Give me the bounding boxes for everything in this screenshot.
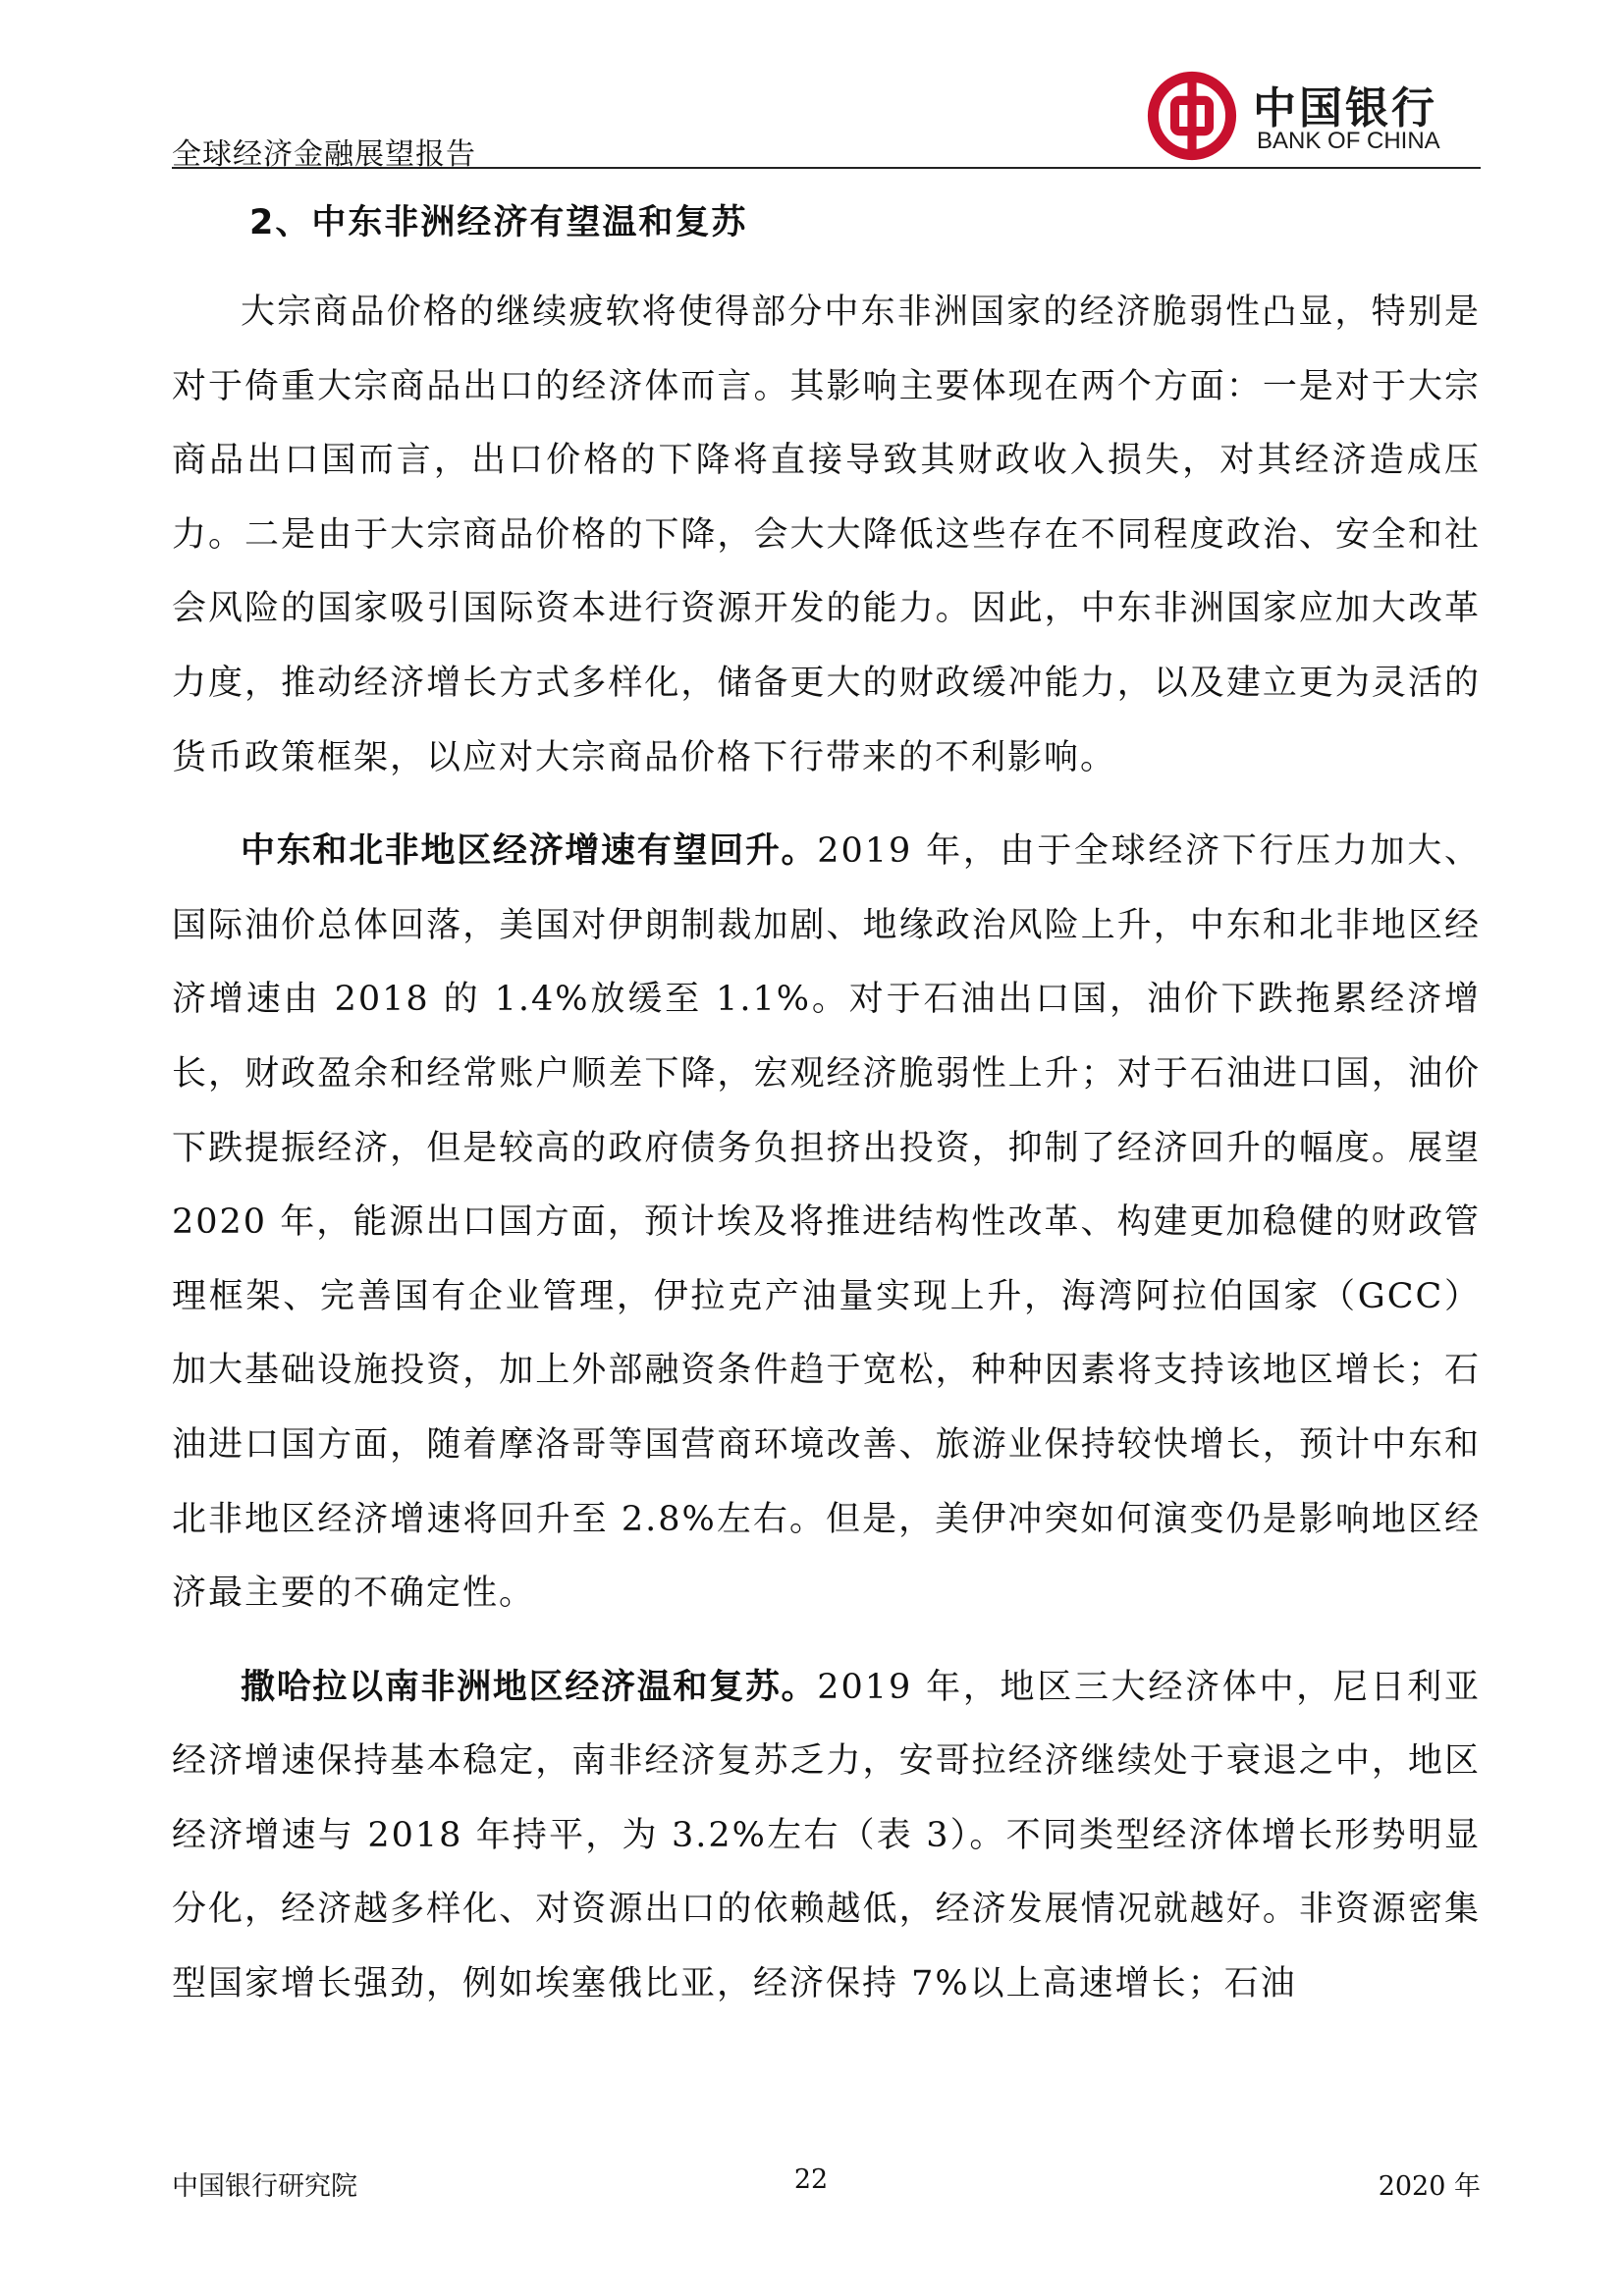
mena-lead: 中东和北非地区经济增速有望回升。	[241, 831, 818, 872]
ssa-paragraph	[172, 1651, 1481, 2022]
footer-year: 2020 年	[1378, 2171, 1481, 2202]
mena-paragraph	[172, 815, 1481, 1631]
logo-chinese-name: 中国银行	[1253, 83, 1437, 133]
section-heading: 2、中东非洲经济有望温和复苏	[249, 203, 748, 242]
bank-of-china-emblem-icon	[1147, 71, 1237, 161]
mena-body: 2019 年，由于全球经济下行压力加大、国际油价总体回落，美国对伊朗制裁加剧、地缘政治风险上升，中东和北非地区经济增速由 2018 的 1.4%放缓至 1.1%。对于石油出口国，油价下跌拖累经济增长，财政盈余和经常账户顺差下降，宏观经济脆弱性上升；对于石油进口国，油价下跌提振经济，但是较高的政府债务负担挤出投资，抑制了经济回升的幅度。展望 2020 年，能源出口国方面，预计埃及将推进结构性改革、构建更加稳健的财政管理框架、完善国有企业管理，伊拉克产油量实现上升，海湾阿拉伯国家（GCC）加大基础设施投资，加上外部融资条件趋于宽松，种种因素将支持该地区增长；石油进口国方面，随着摩洛哥等国营商环境改善、旅游业保持较快增长，预计中东和北非地区经济增速将回升至 2.8%左右。但是，美伊冲突如何演变仍是影响地区经济最主要的不确定性。	[172, 831, 1481, 1614]
header-divider	[172, 167, 1481, 169]
ssa-body: 2019 年，地区三大经济体中，尼日利亚经济增速保持基本稳定，南非经济复苏乏力，安哥拉经济继续处于衰退之中，地区经济增速与 2018 年持平，为 3.2%左右（表 3）。不同类型经济体增长形势明显分化，经济越多样化、对资源出口的依赖越低，经济发展情况就越好。非资源密集型国家增长强劲，例如埃塞俄比亚，经济保持 7%以上高速增长；石油	[172, 1667, 1481, 2004]
footer-organization: 中国银行研究院	[172, 2171, 357, 2202]
bank-logo	[1147, 71, 1481, 161]
intro-paragraph: 大宗商品价格的继续疲软将使得部分中东非洲国家的经济脆弱性凸显，特别是对于倚重大宗商品出口的经济体而言。其影响主要体现在两个方面：一是对于大宗商品出口国而言，出口价格的下降将直接导致其财政收入损失，对其经济造成压力。二是由于大宗商品价格的下降，会大大降低这些存在不同程度政治、安全和社会风险的国家吸引国际资本进行资源开发的能力。因此，中东非洲国家应加大改革力度，推动经济增长方式多样化，储备更大的财政缓冲能力，以及建立更为灵活的货币政策框架，以应对大宗商品价格下行带来的不利影响。	[172, 293, 1481, 777]
report-title: 全球经济金融展望报告	[172, 137, 476, 172]
ssa-lead: 撒哈拉以南非洲地区经济温和复苏。	[241, 1667, 818, 1707]
page-number: 22	[793, 2164, 829, 2195]
page-body	[172, 191, 1481, 2022]
logo-english-name: BANK OF CHINA	[1257, 128, 1440, 154]
